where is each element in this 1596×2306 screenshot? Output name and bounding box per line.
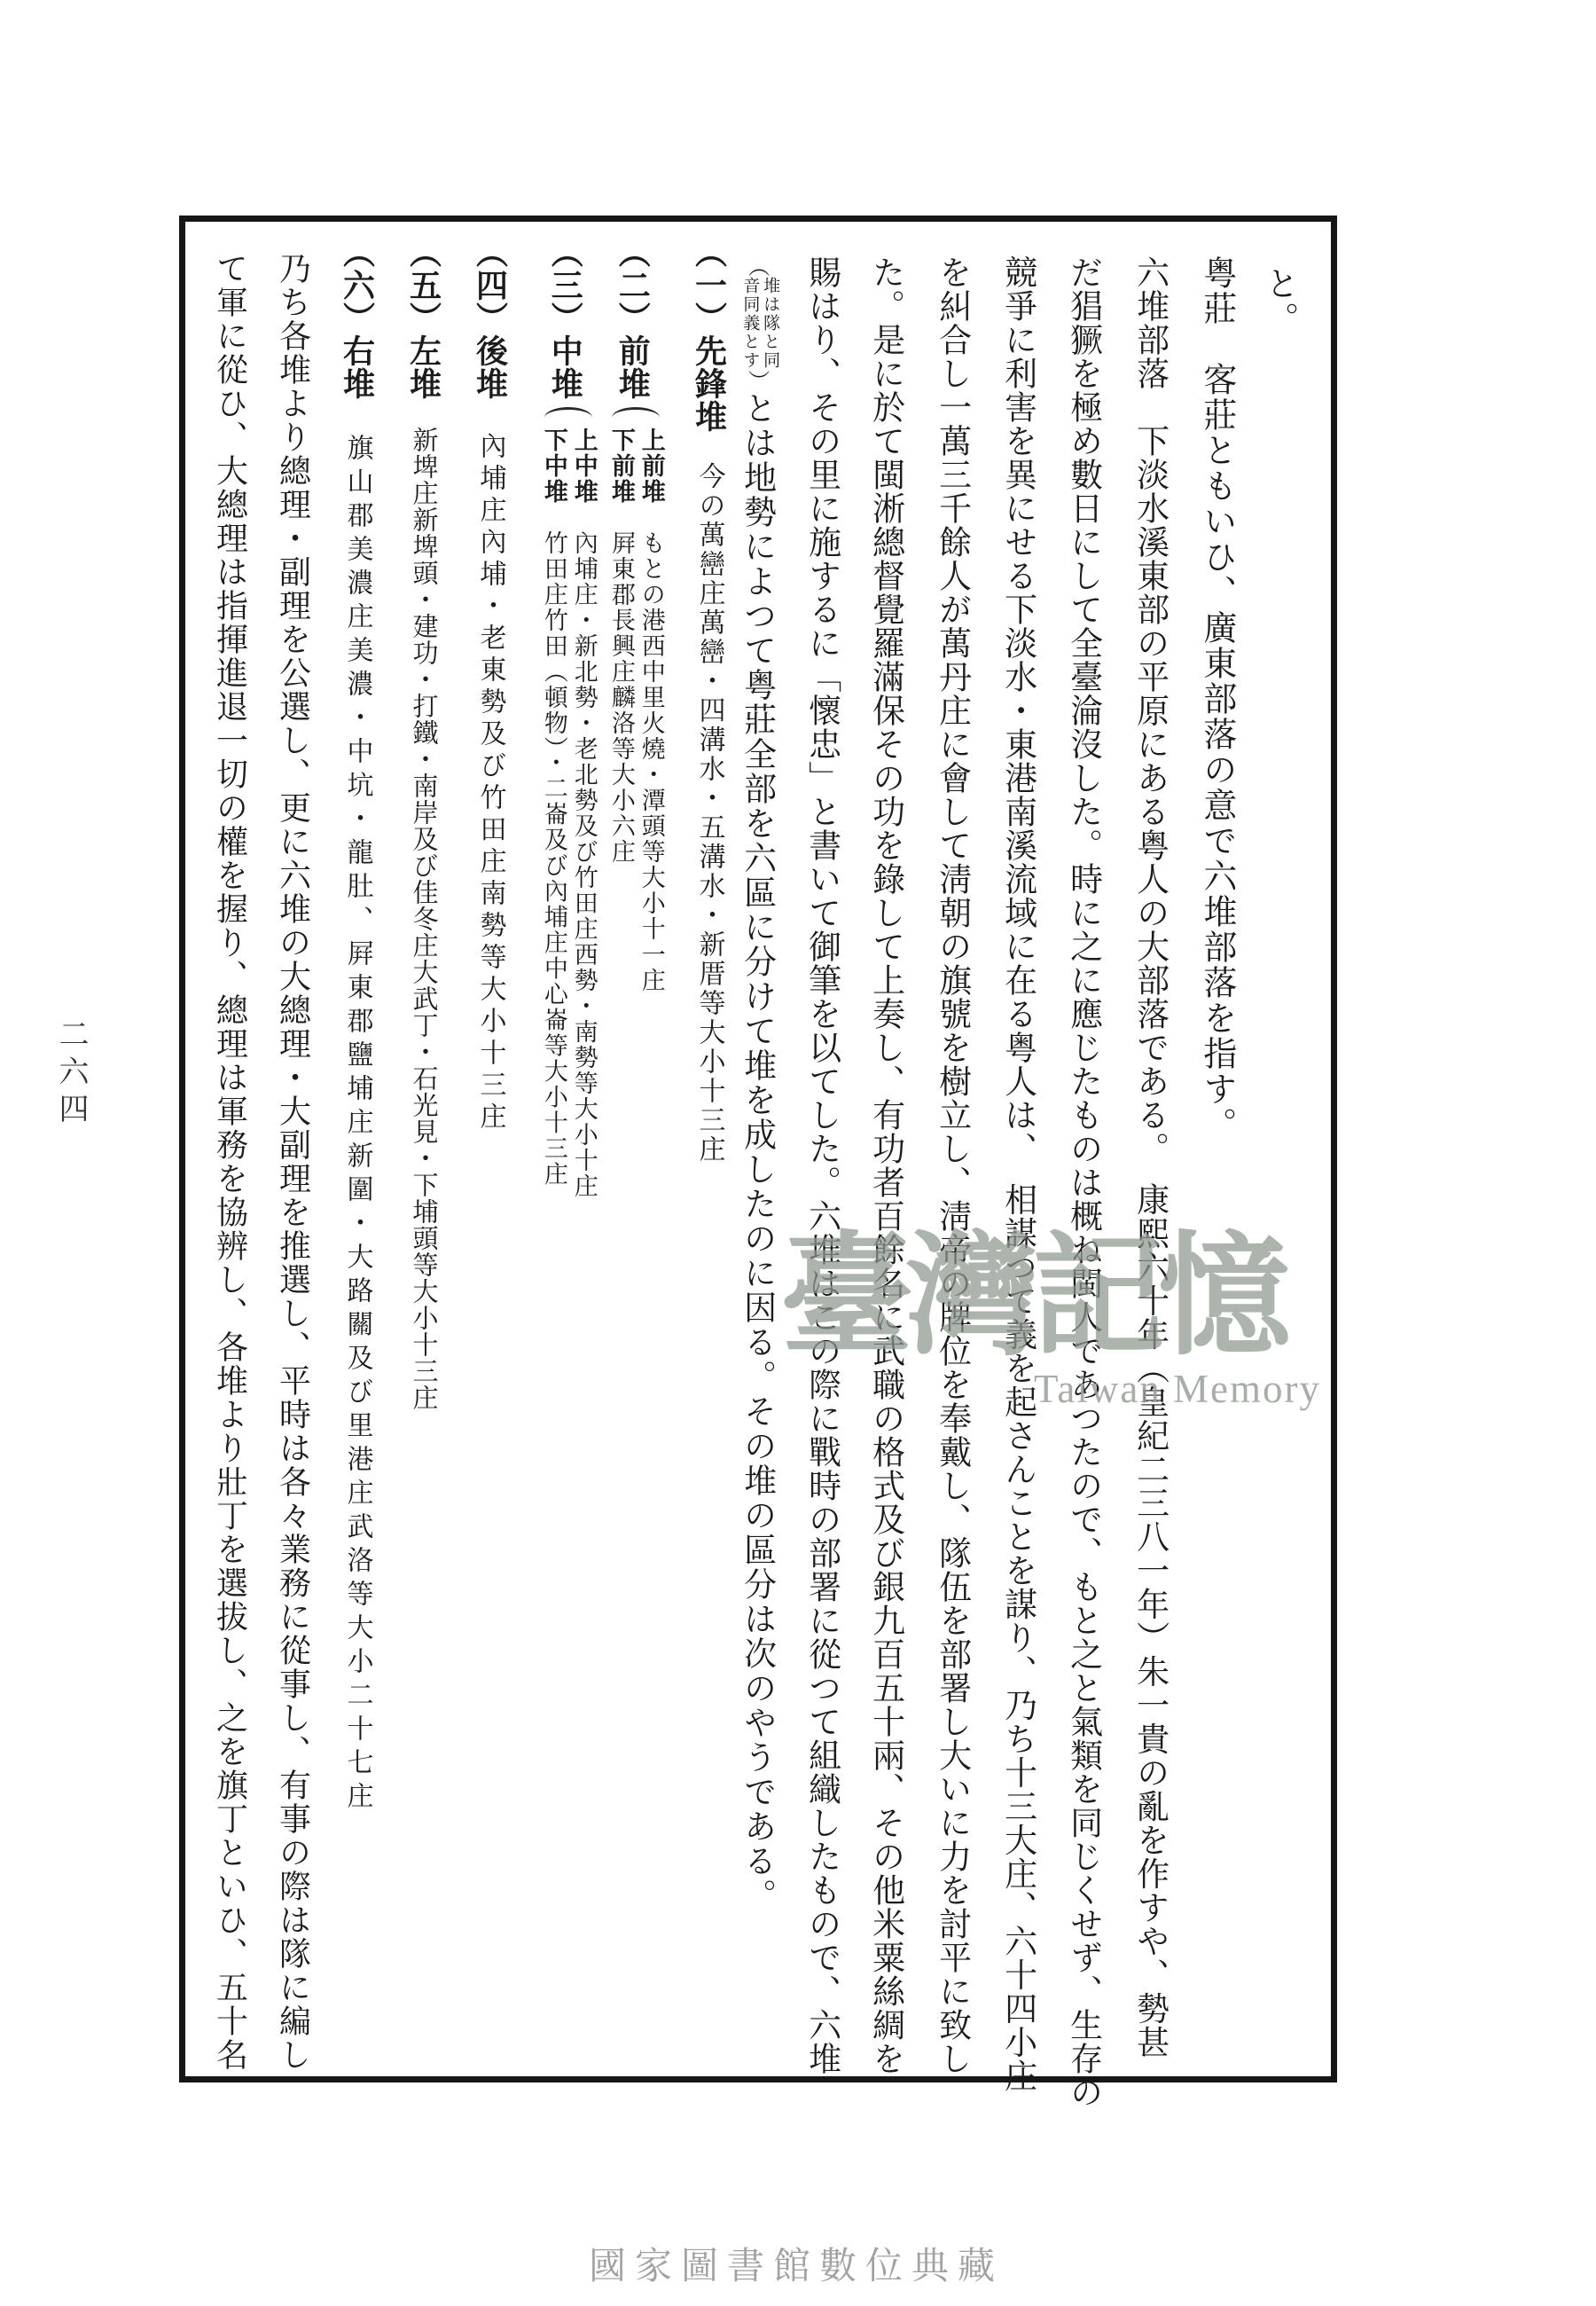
entry-rikutai-col7 (737, 255, 779, 1913)
list-item-3-chutai-sub-1-header: 上中堆 (570, 427, 598, 505)
taiwan-memory-watermark-cjk: 臺灣記憶 (780, 1224, 1285, 1371)
list-item-2-zentai-sub-1-header: 上前堆 (638, 427, 665, 505)
list-item-6-utai-body: 旗山郡美濃庄美濃・中坑・龍肚、屛東郡鹽埔庄新圍・大路關及び里港庄武洛等大小二十七庄 (342, 400, 372, 1816)
inline-gloss-note-line-2: 音同義とす (740, 277, 760, 370)
list-item-3-chutai-header: （三）中堆 (547, 236, 583, 400)
page-number: 二六四 (54, 1018, 87, 1130)
list-item-3-chutai-sub-2-body: 竹田庄竹田（頓物）・二崙及び內埔庄中心崙等大小十三庄 (540, 505, 567, 1188)
list-item-3-chutai-subdivision-pair (537, 427, 599, 1199)
grouping-brace (612, 407, 660, 420)
entry-rikutai-col7-body: とは地勢によつて粤莊全部を六區に分けて堆を成したのに因る。その堆の區分は次のやうである。 (738, 391, 775, 1913)
entry-rikutai-col3: 競爭に利害を異にせる下淡水・東港南溪流域に在る粤人は、 相謀つて義を起さんことを謀り、乃ち十三大庄、六十四小庄 (998, 255, 1036, 2093)
closing-paragraph-col2: て軍に從ひ、大總理は指揮進退一切の權を握り、總理は軍務を協辨し、各堆より壯丁を選拔し、之を旗丁といひ、五十名 (212, 252, 248, 2072)
entry-rikutai-col1: 六堆部落 下淡水溪東部の平原にある粤人の大部落である。 康熙六十年（皇紀二三八一年）朱一貴の亂を作すや、勢甚 (1130, 255, 1168, 2059)
list-item-5-satai (404, 236, 442, 1411)
list-item-4-kotai (471, 236, 508, 1134)
note-paren-close: ） (744, 370, 768, 391)
list-item-1-senpotai (690, 236, 727, 1165)
entry-yueso: 粤莊 客莊ともいひ、廣東部落の意で六堆部落を指す。 (1197, 255, 1235, 1142)
entry-rikutai-col6: 賜はり、その里に施するに「懷忠」と書いて御筆を以てした。六堆はこの際に戰時の部署に從つて組織したもので、六堆 (802, 255, 840, 2075)
archive-footer-caption: 國家圖書館數位典藏 (589, 2247, 1005, 2287)
taiwan-memory-watermark-latin: Taiwan Memory (1034, 1367, 1322, 1411)
list-item-2-zentai-header: （二）前堆 (614, 236, 651, 400)
continuation-fragment: と。 (1259, 266, 1297, 337)
list-item-3-chutai-sub-1 (569, 427, 598, 1199)
closing-paragraph-col1: 乃ち各堆より總理・副理を公選し、更に六堆の大總理・大副理を推選し、平時は各々業務に從事し、有事の際は隊に編し (275, 252, 311, 2072)
list-item-1-senpotai-header: （一）先鋒堆 (691, 236, 727, 433)
grouping-brace (544, 407, 592, 420)
inline-gloss-note (739, 277, 780, 370)
list-item-6-utai-header: （六）右堆 (339, 236, 375, 400)
list-item-2-zentai-sub-2-body: 屛東郡長興庄麟洛等大小六庄 (607, 505, 635, 865)
note-paren-open: （ (744, 255, 768, 277)
list-item-4-kotai-header: （四）後堆 (472, 236, 508, 400)
entry-rikutai-col4: を糾合し一萬三千餘人が萬丹庄に會して淸朝の旗號を樹立し、淸帝の牌位を奉戴し、隊伍を部署し大いに力を討平に致し (933, 255, 970, 2075)
list-item-4-kotai-body: 內埔庄內埔・老東勢及び竹田庄南勢等大小十三庄 (475, 400, 505, 1134)
list-item-2-zentai (605, 236, 667, 993)
list-item-3-chutai-sub-2-header: 下中堆 (540, 427, 567, 505)
inline-gloss-note-line-1: 堆は隊と同 (761, 277, 780, 370)
list-item-3-chutai (537, 236, 599, 1199)
list-item-2-zentai-sub-1-body: もとの港西中里火燒・潭頭等大小十一庄 (638, 505, 665, 993)
list-item-2-zentai-subdivision-pair (605, 427, 667, 993)
list-item-5-satai-body: 新埤庄新埤頭・建功・打鐵・南岸及び佳冬庄大武丁・石光見・下埔頭等大小十三庄 (409, 400, 438, 1411)
list-item-3-chutai-sub-1-body: 內埔庄・新北勢・老北勢及び竹田庄西勢・南勢等大小十庄 (570, 505, 598, 1199)
list-item-2-zentai-sub-1 (637, 427, 665, 993)
list-item-1-senpotai-body: 今の萬巒庄萬巒・四溝水・五溝水・新厝等大小十三庄 (694, 433, 724, 1165)
entry-rikutai-col5: た。是に於て閩淅總督覺羅滿保その功を錄して上奏し、有功者百餘名に武職の格式及び銀九百五十兩、その他米粟絲綢を (866, 255, 904, 2075)
list-item-3-chutai-sub-2 (539, 427, 567, 1199)
list-item-2-zentai-sub-2 (606, 427, 635, 993)
list-item-2-zentai-sub-2-header: 下前堆 (607, 427, 635, 505)
entry-rikutai-col2: だ猖獗を極め數日にして全臺淪沒した。時に之に應じたものは概ね閩人であつたので、もと之と氣類を同じくせず、生存の (1064, 255, 1101, 2109)
list-item-5-satai-header: （五）左堆 (405, 236, 442, 400)
list-item-6-utai (338, 236, 375, 1816)
